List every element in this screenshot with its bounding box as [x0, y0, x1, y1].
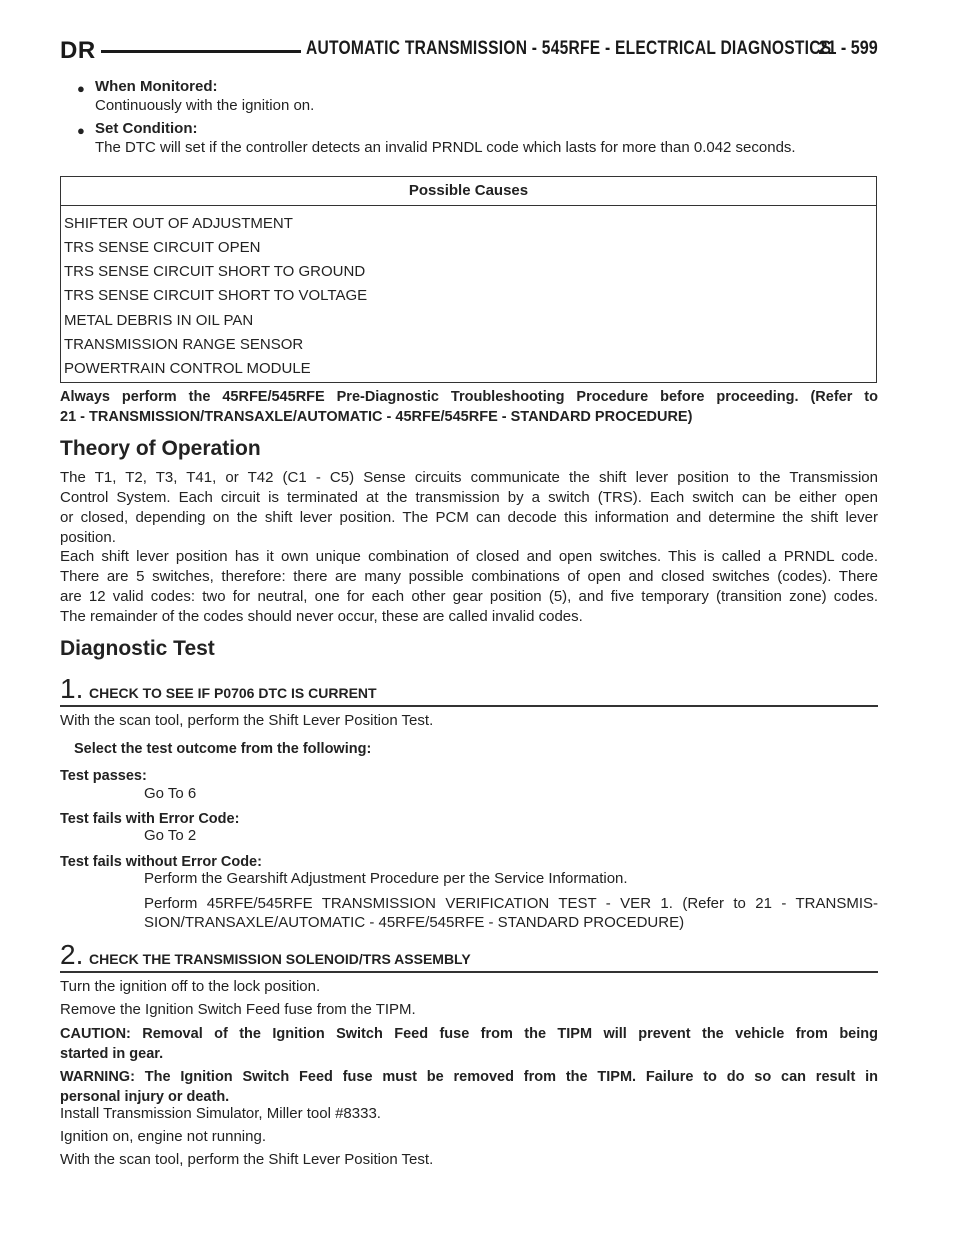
step-1-instruction: With the scan tool, perform the Shift Lever Position Test.	[60, 712, 434, 729]
theory-paragraph-2: Each shift lever position has it own unique combination of closed and open switches. This is called a PRNDL code. There are 5 switches, therefore: there are many possible combinations of open and closed switches (codes). There are 12 valid codes: two for neutral, one for each other gear position (5), and five temporary (transition zone) codes. The remainder of the codes should never occur, these are called invalid codes.	[60, 548, 878, 625]
header-rule	[101, 50, 301, 53]
bullet-text-monitored: Continuously with the ignition on.	[95, 97, 315, 114]
outcome-label: Test fails with Error Code:	[60, 811, 240, 827]
step-2-line: Remove the Ignition Switch Feed fuse from the TIPM.	[60, 1001, 416, 1018]
theory-heading: Theory of Operation	[60, 437, 261, 460]
outcome-label: Test fails without Error Code:	[60, 854, 262, 870]
caution-note: CAUTION: Removal of the Ignition Switch Feed fuse from the TIPM will prevent the vehicle from being started in gear.	[60, 1026, 878, 1062]
diagnostic-test-heading: Diagnostic Test	[60, 637, 215, 660]
warning-note: WARNING: The Ignition Switch Feed fuse must be removed from the TIPM. Failure to do so can result in personal injury or death.	[60, 1069, 878, 1105]
step-2-line: Install Transmission Simulator, Miller tool #8333.	[60, 1105, 381, 1122]
page-number: 21 - 599	[818, 38, 878, 59]
step-1-select-outcome: Select the test outcome from the following:	[74, 741, 372, 757]
bullet-text-set-condition: The DTC will set if the controller detects an invalid PRNDL code which lasts for more than 0.042 seconds.	[95, 139, 796, 156]
step-2-line: Ignition on, engine not running.	[60, 1128, 266, 1145]
step-2-line: With the scan tool, perform the Shift Lever Position Test.	[60, 1151, 434, 1168]
step-1-rule	[60, 705, 878, 707]
possible-causes-heading: Possible Causes	[61, 177, 876, 206]
outcome-action: Perform the Gearshift Adjustment Procedure per the Service Information.	[144, 870, 628, 887]
cause-item: TRS SENSE CIRCUIT SHORT TO VOLTAGE	[64, 287, 368, 304]
step-2-rule	[60, 971, 878, 973]
outcome-label: Test passes:	[60, 768, 147, 784]
header-title: AUTOMATIC TRANSMISSION - 545RFE - ELECTRICAL DIAGNOSTICS	[306, 38, 832, 59]
outcome-action: Perform 45RFE/545RFE TRANSMISSION VERIFICATION TEST - VER 1. (Refer to 21 - TRANSMIS- SION/TRANSAXLE/AUTOMATIC - 45RFE/545RFE - STANDARD PROCEDURE)	[144, 895, 878, 931]
step-1-title: CHECK TO SEE IF P0706 DTC IS CURRENT	[89, 685, 377, 701]
theory-paragraph-1: The T1, T2, T3, T41, or T42 (C1 - C5) Sense circuits communicate the shift lever position to the Transmission Control System. Each circuit is terminated at the transmission by a switch (TRS). Each switch can be either open or closed, depending on the shift lever position. The PCM can decode this information and determine the shift lever position.	[60, 469, 878, 546]
step-2-line: Turn the ignition off to the lock position.	[60, 978, 321, 995]
cause-item: SHIFTER OUT OF ADJUSTMENT	[64, 215, 293, 232]
cause-item: TRS SENSE CIRCUIT SHORT TO GROUND	[64, 263, 366, 280]
bullet-label-monitored: When Monitored:	[95, 78, 218, 95]
cause-item: TRANSMISSION RANGE SENSOR	[64, 336, 304, 353]
header-brand: DR	[60, 37, 96, 64]
cause-item: TRS SENSE CIRCUIT OPEN	[64, 239, 261, 256]
step-1-number: 1.	[60, 673, 84, 704]
pre-diagnostic-note: Always perform the 45RFE/545RFE Pre-Diagnostic Troubleshooting Procedure before proceeding. (Refer to 21 - TRANSMISSION/TRANSAXLE/AUTOMATIC - 45RFE/545RFE - STANDARD PROCEDURE)	[60, 389, 878, 425]
cause-item: METAL DEBRIS IN OIL PAN	[64, 312, 254, 329]
bullet-label-set-condition: Set Condition:	[95, 120, 198, 137]
bullet-icon: ●	[77, 81, 85, 96]
bullet-icon: ●	[77, 123, 85, 138]
possible-causes-table	[60, 176, 877, 383]
step-2-number: 2.	[60, 939, 84, 970]
step-2-title: CHECK THE TRANSMISSION SOLENOID/TRS ASSEMBLY	[89, 951, 471, 967]
page-header	[60, 37, 878, 67]
outcome-action: Go To 2	[144, 827, 197, 844]
cause-item: POWERTRAIN CONTROL MODULE	[64, 360, 311, 377]
outcome-action: Go To 6	[144, 785, 197, 802]
